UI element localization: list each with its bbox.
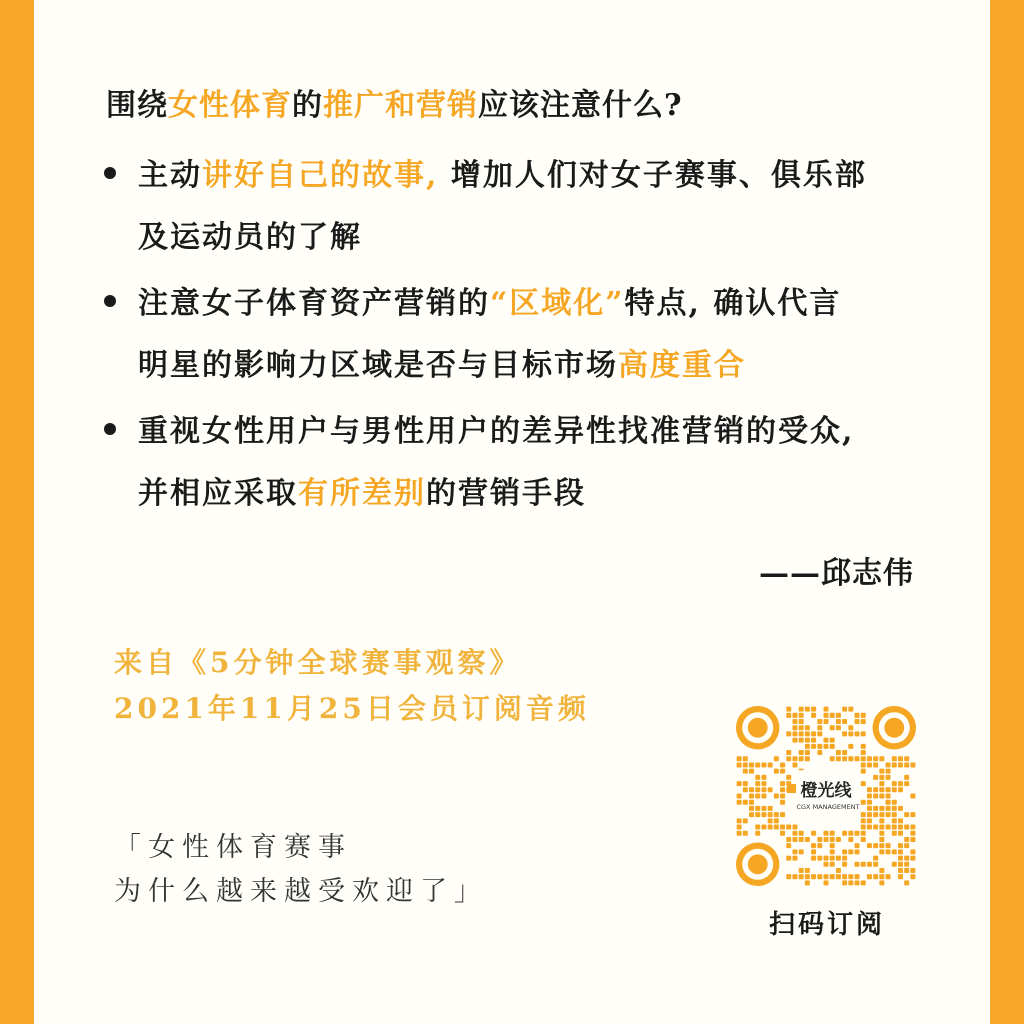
bullet-dot-icon bbox=[104, 423, 116, 435]
highlight-text: 女性体育 bbox=[168, 88, 292, 123]
bullet-line bbox=[138, 335, 930, 397]
signature: ——邱志伟 bbox=[759, 556, 914, 591]
content-card bbox=[34, 0, 990, 1024]
highlight-text: 讲好自己的故事, bbox=[202, 158, 439, 193]
plain-text: 应该注意什么? bbox=[478, 88, 683, 123]
bullet-item bbox=[100, 273, 930, 397]
bullet-dot-icon bbox=[104, 295, 116, 307]
plain-text: 增加人们对女子赛事、俱乐部 bbox=[438, 158, 867, 193]
episode-title bbox=[114, 826, 488, 914]
plain-text: 注意女子体育资产营销的 bbox=[138, 286, 490, 321]
episode-title-line1: 「女性体育赛事 bbox=[114, 832, 352, 863]
source-date: 2021年11月25日会员订阅音频 bbox=[114, 692, 590, 725]
qr-logo-mark-icon bbox=[787, 784, 796, 793]
bullet-item bbox=[100, 401, 930, 525]
source-info bbox=[114, 640, 590, 732]
highlight-text: 有所差别 bbox=[298, 476, 426, 511]
qr-label: 扫码订阅 bbox=[768, 910, 885, 940]
plain-text: 明星的影响力区域是否与目标市场 bbox=[138, 348, 618, 383]
bullet-line bbox=[138, 401, 930, 463]
qr-code-graphic bbox=[736, 706, 916, 886]
highlight-text: 高度重合 bbox=[618, 348, 746, 383]
bullet-list bbox=[100, 145, 930, 529]
bullet-line bbox=[138, 145, 930, 207]
source-title: 来自《5分钟全球赛事观察》 bbox=[114, 646, 522, 679]
plain-text: 主动 bbox=[138, 158, 202, 193]
bullet-line bbox=[138, 463, 930, 525]
qr-logo-subtext: CGX MANAGEMENT bbox=[796, 803, 860, 811]
plain-text: 围绕 bbox=[106, 88, 168, 123]
plain-text: 重视女性用户与男性用户的差异性找准营销的受众, bbox=[138, 414, 855, 449]
qr-logo-text: 橙光线 bbox=[800, 781, 852, 801]
plain-text: 的营销手段 bbox=[426, 476, 586, 511]
qr-code[interactable] bbox=[736, 706, 916, 886]
highlight-text: “区域化” bbox=[490, 286, 625, 321]
plain-text: 及运动员的了解 bbox=[138, 220, 362, 255]
bullet-dot-icon bbox=[104, 167, 116, 179]
episode-title-line2: 为什么越来越受欢迎了」 bbox=[114, 876, 488, 907]
bullet-item bbox=[100, 145, 930, 269]
plain-text: 并相应采取 bbox=[138, 476, 298, 511]
highlight-text: 推广和营销 bbox=[323, 88, 478, 123]
plain-text: 的 bbox=[292, 88, 323, 123]
bullet-line bbox=[138, 207, 930, 269]
bullet-line bbox=[138, 273, 930, 335]
question-heading bbox=[106, 80, 683, 124]
plain-text: 特点, 确认代言 bbox=[624, 286, 842, 321]
